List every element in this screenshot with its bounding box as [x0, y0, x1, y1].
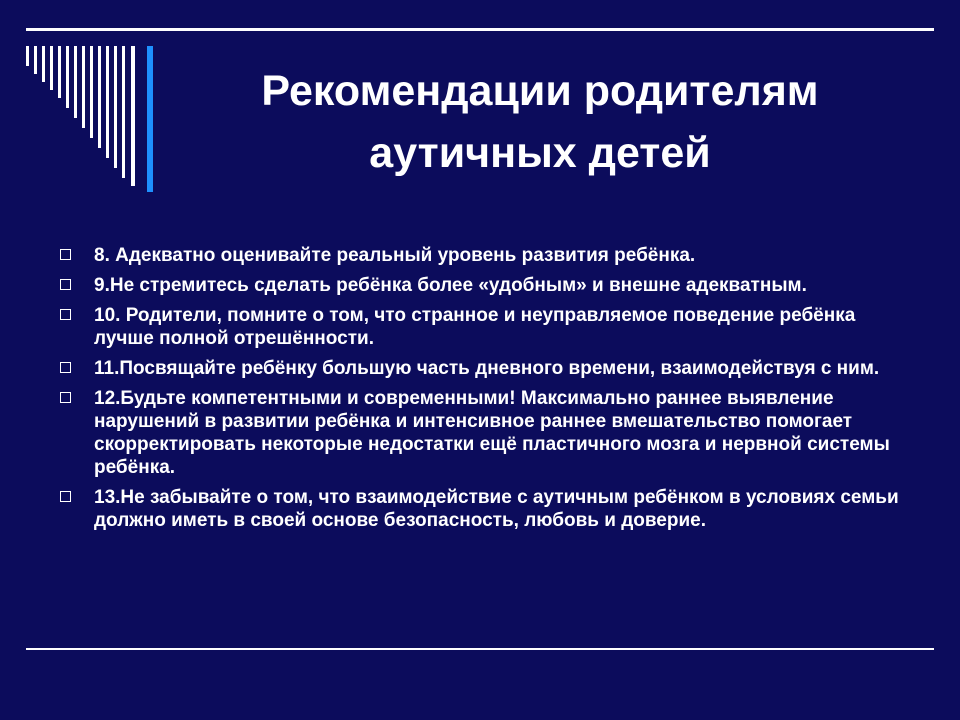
square-bullet-icon: [60, 249, 71, 260]
list-item-text: 11.Посвящайте ребёнку большую часть дневного времени, взаимодействуя с ним.: [94, 358, 880, 379]
recommendation-list: [60, 244, 900, 539]
list-item-text: 10. Родители, помните о том, что странное и неуправляемое поведение ребёнка лучше полной отрешённости.: [94, 305, 856, 349]
list-item-text: 8. Адекватно оценивайте реальный уровень развития ребёнка.: [94, 245, 696, 266]
stripe: [42, 46, 45, 82]
square-bullet-icon: [60, 362, 71, 373]
decorative-stripes: [0, 0, 170, 200]
title-line-2: аутичных детей: [369, 129, 711, 177]
square-bullet-icon: [60, 279, 71, 290]
list-item: [60, 486, 900, 532]
stripe: [50, 46, 53, 90]
stripe: [66, 46, 69, 108]
list-item-text: 12.Будьте компетентными и современными! Максимально раннее выявление нарушений в развитии ребёнка и интенсивное раннее вмешательство помогает скорректировать некоторые недостатки ещё пластичного мозга и нервной системы ребёнка.: [94, 388, 890, 478]
stripe: [131, 46, 135, 186]
stripe: [34, 46, 37, 74]
list-item: [60, 304, 900, 350]
stripe: [26, 46, 29, 66]
stripe: [90, 46, 93, 138]
square-bullet-icon: [60, 392, 71, 403]
stripe: [74, 46, 77, 118]
stripe: [122, 46, 125, 178]
list-item: [60, 387, 900, 479]
list-item-text: 9.Не стремитесь сделать ребёнка более «удобным» и внешне адекватным.: [94, 275, 807, 296]
stripe: [58, 46, 61, 98]
square-bullet-icon: [60, 491, 71, 502]
stripe: [114, 46, 117, 168]
stripe: [98, 46, 101, 148]
accent-stripe: [147, 46, 153, 192]
slide-title: [190, 60, 890, 184]
stripe: [82, 46, 85, 128]
list-item-text: 13.Не забывайте о том, что взаимодействие с аутичным ребёнком в условиях семьи должно иметь в своей основе безопасность, любовь и доверие.: [94, 487, 899, 531]
list-item: [60, 244, 900, 267]
bottom-rule: [26, 648, 934, 650]
list-item: [60, 274, 900, 297]
title-line-1: Рекомендации родителям: [261, 67, 819, 115]
square-bullet-icon: [60, 309, 71, 320]
stripe: [106, 46, 109, 158]
list-item: [60, 357, 900, 380]
